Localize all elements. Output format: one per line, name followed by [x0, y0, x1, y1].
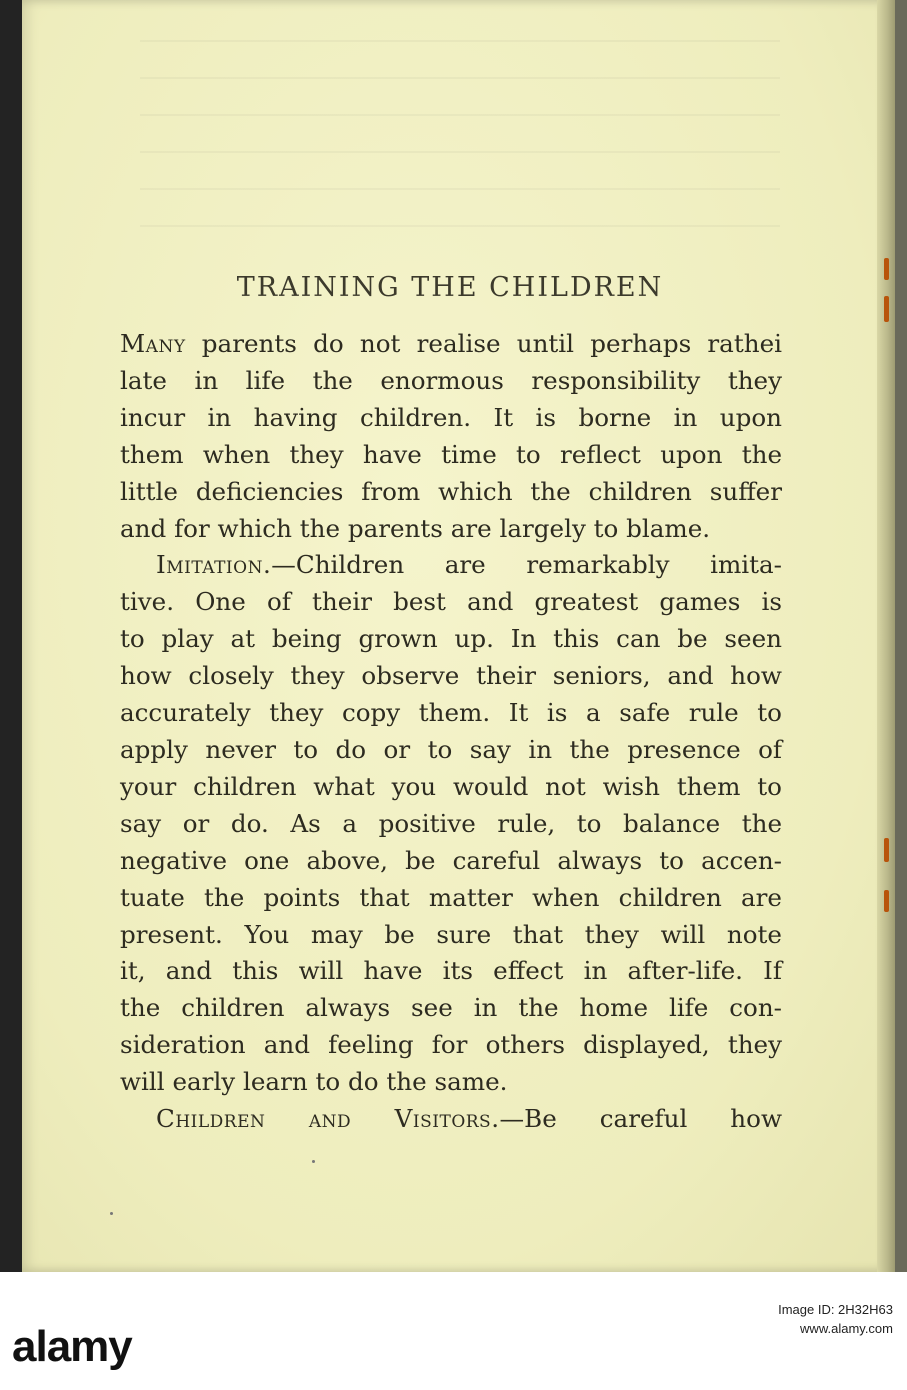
speck: [312, 1160, 315, 1163]
text-line: late in life the enormous responsibility they: [120, 365, 782, 395]
text-line: present. You may be sure that they will note: [120, 919, 782, 949]
text-line: incur in having children. It is borne in upon: [120, 402, 782, 432]
page-stack: [895, 0, 907, 1272]
edge-mark: [884, 258, 889, 280]
text-line: little deficiencies from which the children suffer: [120, 476, 782, 506]
text-line: Many parents do not realise until perhaps rathei: [120, 329, 782, 358]
body-text: [120, 326, 782, 1138]
edge-mark: [884, 296, 889, 322]
text-line: say or do. As a positive rule, to balance the: [120, 808, 782, 838]
text-line: accurately they copy them. It is a safe rule to: [120, 698, 782, 728]
text-line: the children always see in the home life con-: [120, 993, 782, 1023]
text-line: it, and this will have its effect in after-life. If: [120, 956, 782, 986]
text-line: negative one above, be careful always to accen-: [120, 845, 782, 875]
text-line: tive. One of their best and greatest games is: [120, 587, 782, 617]
text-line: Imitation.—Children are remarkably imita-: [156, 550, 782, 580]
text-line: them when they have time to reflect upon the: [120, 439, 782, 469]
text-line: apply never to do or to say in the presence of: [120, 734, 782, 764]
page-edge: [877, 0, 895, 1272]
alamy-logo: alamy: [12, 1322, 132, 1371]
image-id: Image ID: 2H32H63: [778, 1302, 893, 1317]
watermark-url: www.alamy.com: [800, 1321, 893, 1336]
edge-mark: [884, 890, 889, 912]
text-line: and for which the parents are largely to blame.: [120, 513, 711, 543]
lead-small-caps: Many: [120, 329, 186, 358]
text-line: to play at being grown up. In this can be seen: [120, 624, 782, 654]
watermark-bar: [0, 1272, 907, 1390]
section-title-children-and-visitors: Children and Visitors.: [156, 1104, 500, 1134]
text-line: your children what you would not wish them to: [120, 771, 782, 801]
text-line: will early learn to do the same.: [120, 1067, 508, 1097]
watermark-info: [778, 1300, 893, 1338]
edge-mark: [884, 838, 889, 862]
text-line: tuate the points that matter when children are: [120, 882, 782, 912]
speck: [110, 1212, 113, 1215]
show-through-text: [140, 40, 780, 260]
chapter-heading: TRAINING THE CHILDREN: [236, 272, 664, 303]
text-line: how closely they observe their seniors, and how: [120, 661, 782, 691]
text-line: sideration and feeling for others displayed, they: [120, 1030, 782, 1060]
text-line: Children and Visitors.—Be careful how: [156, 1104, 783, 1134]
section-title-imitation: Imitation.: [156, 550, 272, 580]
